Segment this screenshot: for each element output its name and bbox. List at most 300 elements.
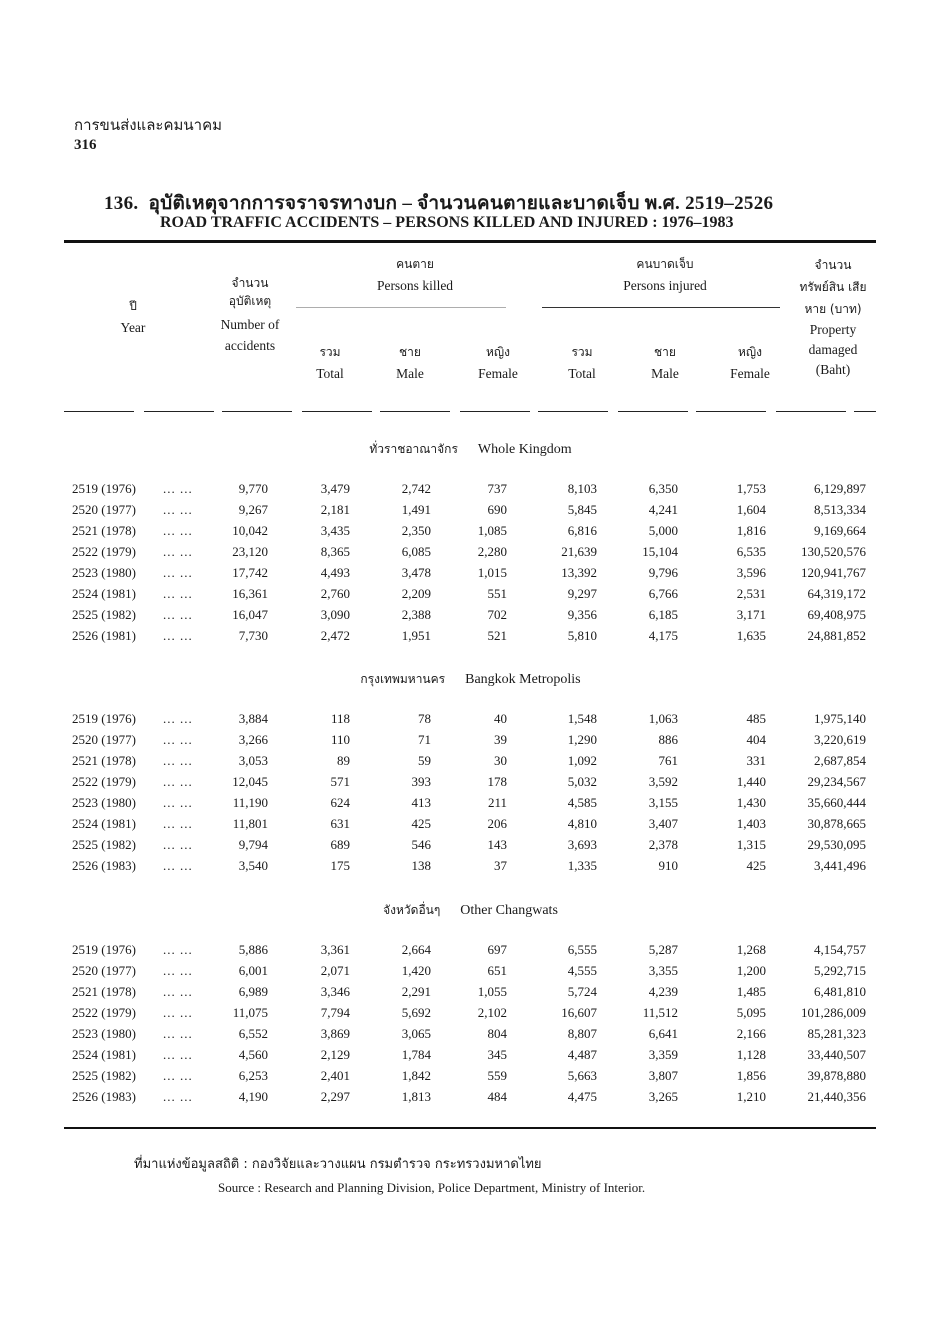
table-cell: 1,430 [736, 795, 766, 810]
table-row [0, 1005, 941, 1026]
section-title-thai: กรุงเทพมหานคร [360, 672, 446, 686]
table-cell: 3,171 [736, 607, 766, 622]
table-cell: 6,641 [648, 1026, 678, 1041]
table-cell: 1,491 [401, 502, 431, 517]
table-cell: 9,356 [567, 607, 597, 622]
table-cell: 8,807 [567, 1026, 597, 1041]
table-cell: 737 [487, 481, 507, 496]
table-cell: 413 [411, 795, 431, 810]
table-row [0, 816, 941, 837]
header-killed-female [463, 342, 533, 384]
table-cell: 6,129,897 [814, 481, 866, 496]
source-note-english: Source : Research and Planning Division, Police Department, Ministry of Interior. [218, 1180, 646, 1195]
table-cell: 571 [330, 774, 350, 789]
table-cell: 3,361 [320, 942, 350, 957]
table-cell: 30,878,665 [807, 816, 866, 831]
leader-dots: ... ... [163, 711, 193, 726]
leader-dots: ... ... [163, 984, 193, 999]
table-cell: 2,401 [320, 1068, 350, 1083]
running-head: การขนส่งและคมนาคม [74, 118, 222, 134]
table-cell: 4,239 [648, 984, 678, 999]
table-cell: 5,292,715 [814, 963, 866, 978]
section-title-whole-kingdom [0, 440, 941, 459]
table-cell: 1,015 [477, 565, 507, 580]
header-persons-killed [330, 254, 500, 296]
table-cell: 2,102 [477, 1005, 507, 1020]
table-cell: 29,234,567 [807, 774, 866, 789]
table-row [0, 732, 941, 753]
row-year: 2522 (1979) [72, 1005, 136, 1020]
row-year: 2524 (1981) [72, 1047, 136, 1062]
row-year: 2524 (1981) [72, 816, 136, 831]
table-cell: 484 [487, 1089, 507, 1104]
table-cell: 2,071 [320, 963, 350, 978]
table-cell: 4,585 [567, 795, 597, 810]
table-cell: 59 [418, 753, 431, 768]
header-property-english: Property damaged (Baht) [808, 322, 858, 377]
table-cell: 697 [487, 942, 507, 957]
table-cell: 2,760 [320, 586, 350, 601]
table-cell: 9,770 [238, 481, 268, 496]
page-number: 316 [74, 137, 97, 153]
table-cell: 85,281,323 [807, 1026, 866, 1041]
header-killed-male-english: Male [396, 366, 424, 381]
table-cell: 3,359 [648, 1047, 678, 1062]
table-cell: 2,664 [401, 942, 431, 957]
header-rule [64, 411, 876, 412]
table-cell: 15,104 [642, 544, 678, 559]
table-cell: 3,435 [320, 523, 350, 538]
killed-span-rule [296, 307, 506, 308]
table-cell: 521 [487, 628, 507, 643]
table-cell: 1,420 [401, 963, 431, 978]
header-killed-female-thai: หญิง [486, 345, 510, 359]
table-cell: 4,810 [567, 816, 597, 831]
table-cell: 651 [487, 963, 507, 978]
table-row [0, 607, 941, 628]
table-cell: 6,555 [567, 942, 597, 957]
table-cell: 13,392 [561, 565, 597, 580]
table-cell: 1,335 [567, 858, 597, 873]
header-persons-injured [580, 254, 750, 296]
section-title-english: Whole Kingdom [477, 442, 572, 457]
table-cell: 1,604 [736, 502, 766, 517]
table-cell: 10,042 [232, 523, 268, 538]
table-cell: 3,053 [238, 753, 268, 768]
table-row [0, 942, 941, 963]
table-cell: 910 [658, 858, 678, 873]
table-cell: 4,154,757 [814, 942, 866, 957]
header-injured-male-thai: ชาย [654, 345, 676, 359]
table-cell: 3,884 [238, 711, 268, 726]
header-injured-male [635, 342, 695, 384]
table-cell: 23,120 [232, 544, 268, 559]
table-cell: 331 [746, 753, 766, 768]
table-cell: 2,181 [320, 502, 350, 517]
leader-dots: ... ... [163, 963, 193, 978]
table-cell: 5,663 [567, 1068, 597, 1083]
table-cell: 9,297 [567, 586, 597, 601]
table-cell: 3,155 [648, 795, 678, 810]
row-year: 2525 (1982) [72, 1068, 136, 1083]
table-cell: 2,472 [320, 628, 350, 643]
table-cell: 3,407 [648, 816, 678, 831]
table-cell: 1,816 [736, 523, 766, 538]
row-year: 2526 (1983) [72, 858, 136, 873]
leader-dots: ... ... [163, 1089, 193, 1104]
row-year: 2524 (1981) [72, 586, 136, 601]
row-year: 2520 (1977) [72, 963, 136, 978]
table-cell: 5,287 [648, 942, 678, 957]
row-year: 2522 (1979) [72, 544, 136, 559]
row-year: 2521 (1978) [72, 523, 136, 538]
header-killed-total [300, 342, 360, 384]
header-injured-female-english: Female [730, 366, 770, 381]
table-cell: 1,548 [567, 711, 597, 726]
table-row [0, 523, 941, 544]
table-cell: 35,660,444 [807, 795, 866, 810]
table-cell: 4,555 [567, 963, 597, 978]
table-cell: 1,403 [736, 816, 766, 831]
table-cell: 3,540 [238, 858, 268, 873]
leader-dots: ... ... [163, 586, 193, 601]
table-cell: 21,440,356 [807, 1089, 866, 1104]
header-injured-thai: คนบาดเจ็บ [636, 257, 694, 271]
header-injured-english: Persons injured [623, 278, 707, 293]
leader-dots: ... ... [163, 837, 193, 852]
table-cell: 138 [411, 858, 431, 873]
header-injured-female [715, 342, 785, 384]
header-killed-female-english: Female [478, 366, 518, 381]
header-year [108, 296, 158, 338]
table-cell: 3,693 [567, 837, 597, 852]
table-cell: 690 [487, 502, 507, 517]
header-accidents [205, 274, 295, 356]
table-cell: 3,266 [238, 732, 268, 747]
table-cell: 206 [487, 816, 507, 831]
table-cell: 64,319,172 [807, 586, 866, 601]
table-cell: 3,355 [648, 963, 678, 978]
table-cell: 2,129 [320, 1047, 350, 1062]
table-cell: 393 [411, 774, 431, 789]
table-row [0, 774, 941, 795]
bottom-rule [64, 1127, 876, 1129]
table-row [0, 1026, 941, 1047]
header-killed-male-thai: ชาย [399, 345, 421, 359]
injured-span-rule [542, 307, 780, 308]
leader-dots: ... ... [163, 1068, 193, 1083]
table-cell: 4,175 [648, 628, 678, 643]
table-cell: 4,487 [567, 1047, 597, 1062]
table-row [0, 963, 941, 984]
top-rule [64, 240, 876, 243]
table-cell: 2,378 [648, 837, 678, 852]
table-cell: 4,190 [238, 1089, 268, 1104]
table-cell: 1,210 [736, 1089, 766, 1104]
table-cell: 4,475 [567, 1089, 597, 1104]
table-cell: 7,730 [238, 628, 268, 643]
table-row [0, 502, 941, 523]
table-cell: 11,075 [232, 1005, 268, 1020]
header-killed-thai: คนตาย [396, 257, 434, 271]
table-title-english: ROAD TRAFFIC ACCIDENTS – PERSONS KILLED AND INJURED : 1976–1983 [160, 214, 734, 231]
table-cell: 2,291 [401, 984, 431, 999]
row-year: 2520 (1977) [72, 732, 136, 747]
table-cell: 16,607 [561, 1005, 597, 1020]
row-year: 2520 (1977) [72, 502, 136, 517]
table-cell: 6,552 [238, 1026, 268, 1041]
row-year: 2519 (1976) [72, 711, 136, 726]
table-cell: 89 [337, 753, 350, 768]
header-killed-male [380, 342, 440, 384]
table-cell: 11,512 [642, 1005, 678, 1020]
header-injured-female-thai: หญิง [738, 345, 762, 359]
table-cell: 1,085 [477, 523, 507, 538]
table-number: 136. [104, 193, 139, 214]
table-cell: 9,169,664 [814, 523, 866, 538]
table-row [0, 753, 941, 774]
table-cell: 40 [494, 711, 507, 726]
table-cell: 11,190 [232, 795, 268, 810]
table-row [0, 544, 941, 565]
table-cell: 546 [411, 837, 431, 852]
leader-dots: ... ... [163, 732, 193, 747]
header-injured-male-english: Male [651, 366, 679, 381]
header-killed-english: Persons killed [376, 278, 454, 293]
leader-dots: ... ... [163, 753, 193, 768]
table-cell: 2,742 [401, 481, 431, 496]
leader-dots: ... ... [163, 607, 193, 622]
table-cell: 1,315 [736, 837, 766, 852]
table-cell: 69,408,975 [807, 607, 866, 622]
header-year-thai: ปี [129, 299, 137, 313]
table-cell: 175 [330, 858, 350, 873]
table-cell: 21,639 [561, 544, 597, 559]
row-year: 2526 (1981) [72, 628, 136, 643]
table-cell: 1,635 [736, 628, 766, 643]
section-title-english: Other Changwats [460, 903, 558, 918]
table-cell: 33,440,507 [807, 1047, 866, 1062]
table-cell: 4,241 [648, 502, 678, 517]
table-cell: 5,886 [238, 942, 268, 957]
table-cell: 3,807 [648, 1068, 678, 1083]
table-cell: 9,794 [238, 837, 268, 852]
table-cell: 1,055 [477, 984, 507, 999]
table-row [0, 858, 941, 879]
leader-dots: ... ... [163, 502, 193, 517]
table-cell: 1,440 [736, 774, 766, 789]
header-killed-total-english: Total [316, 366, 344, 381]
row-year: 2525 (1982) [72, 837, 136, 852]
leader-dots: ... ... [163, 1026, 193, 1041]
source-note-thai: ที่มาแห่งข้อมูลสถิติ : กองวิจัยและวางแผน กรมตำรวจ กระทรวงมหาดไทย [134, 1157, 542, 1172]
table-cell: 5,000 [648, 523, 678, 538]
leader-dots: ... ... [163, 1047, 193, 1062]
header-year-english: Year [120, 320, 146, 335]
row-year: 2526 (1983) [72, 1089, 136, 1104]
table-row [0, 628, 941, 649]
row-year: 2519 (1976) [72, 942, 136, 957]
table-cell: 2,209 [401, 586, 431, 601]
table-cell: 118 [330, 711, 350, 726]
table-cell: 12,045 [232, 774, 268, 789]
table-cell: 425 [411, 816, 431, 831]
header-killed-total-thai: รวม [319, 345, 341, 359]
table-row [0, 586, 941, 607]
row-year: 2523 (1980) [72, 565, 136, 580]
table-cell: 3,346 [320, 984, 350, 999]
row-year: 2525 (1982) [72, 607, 136, 622]
table-cell: 6,481,810 [814, 984, 866, 999]
table-cell: 5,810 [567, 628, 597, 643]
table-cell: 2,166 [736, 1026, 766, 1041]
leader-dots: ... ... [163, 565, 193, 580]
header-injured-total-english: Total [568, 366, 596, 381]
table-cell: 5,724 [567, 984, 597, 999]
row-year: 2523 (1980) [72, 1026, 136, 1041]
section-title-bangkok [0, 670, 941, 689]
section-title-thai: ทั่วราชอาณาจักร [369, 442, 458, 456]
header-injured-total [552, 342, 612, 384]
leader-dots: ... ... [163, 942, 193, 957]
table-cell: 2,297 [320, 1089, 350, 1104]
table-cell: 39,878,880 [807, 1068, 866, 1083]
table-cell: 3,592 [648, 774, 678, 789]
table-cell: 559 [487, 1068, 507, 1083]
table-cell: 71 [418, 732, 431, 747]
leader-dots: ... ... [163, 858, 193, 873]
table-cell: 11,801 [232, 816, 268, 831]
header-property-thai: จำนวน ทรัพย์สิน เสียหาย (บาท) [799, 258, 867, 316]
header-accidents-thai: จำนวน อุบัติเหตุ [228, 276, 272, 308]
table-cell: 1,784 [401, 1047, 431, 1062]
leader-dots: ... ... [163, 774, 193, 789]
table-cell: 8,365 [320, 544, 350, 559]
table-cell: 689 [330, 837, 350, 852]
table-cell: 3,090 [320, 607, 350, 622]
table-cell: 16,361 [232, 586, 268, 601]
section-title-other-changwats [0, 901, 941, 920]
table-cell: 1,951 [401, 628, 431, 643]
table-cell: 6,535 [736, 544, 766, 559]
table-cell: 1,856 [736, 1068, 766, 1083]
table-cell: 9,267 [238, 502, 268, 517]
table-cell: 120,941,767 [801, 565, 866, 580]
table-cell: 485 [746, 711, 766, 726]
table-cell: 4,493 [320, 565, 350, 580]
row-year: 2523 (1980) [72, 795, 136, 810]
table-cell: 624 [330, 795, 350, 810]
leader-dots: ... ... [163, 544, 193, 559]
section-title-thai: จังหวัดอื่นๆ [383, 903, 441, 917]
table-cell: 8,103 [567, 481, 597, 496]
row-year: 2521 (1978) [72, 984, 136, 999]
table-cell: 30 [494, 753, 507, 768]
table-cell: 6,816 [567, 523, 597, 538]
table-cell: 702 [487, 607, 507, 622]
table-cell: 3,441,496 [814, 858, 866, 873]
table-cell: 4,560 [238, 1047, 268, 1062]
table-cell: 17,742 [232, 565, 268, 580]
header-property-damaged [796, 254, 870, 380]
table-cell: 5,095 [736, 1005, 766, 1020]
table-cell: 3,265 [648, 1089, 678, 1104]
table-cell: 1,128 [736, 1047, 766, 1062]
table-cell: 211 [487, 795, 507, 810]
table-cell: 1,975,140 [814, 711, 866, 726]
table-cell: 8,513,334 [814, 502, 866, 517]
table-title-thai-text: อุบัติเหตุจากการจราจรทางบก – จำนวนคนตายและบาดเจ็บ พ.ศ. 2519–2526 [148, 193, 774, 214]
table-cell: 631 [330, 816, 350, 831]
table-cell: 3,220,619 [814, 732, 866, 747]
table-cell: 78 [418, 711, 431, 726]
table-cell: 3,596 [736, 565, 766, 580]
table-cell: 1,063 [648, 711, 678, 726]
table-cell: 1,813 [401, 1089, 431, 1104]
table-cell: 2,687,854 [814, 753, 866, 768]
leader-dots: ... ... [163, 1005, 193, 1020]
table-cell: 1,092 [567, 753, 597, 768]
table-cell: 178 [487, 774, 507, 789]
leader-dots: ... ... [163, 795, 193, 810]
table-cell: 5,692 [401, 1005, 431, 1020]
table-row [0, 837, 941, 858]
table-cell: 6,001 [238, 963, 268, 978]
table-cell: 886 [658, 732, 678, 747]
table-cell: 761 [658, 753, 678, 768]
table-cell: 16,047 [232, 607, 268, 622]
table-cell: 130,520,576 [801, 544, 866, 559]
table-cell: 24,881,852 [807, 628, 866, 643]
table-cell: 5,845 [567, 502, 597, 517]
table-cell: 1,485 [736, 984, 766, 999]
table-row [0, 481, 941, 502]
row-year: 2522 (1979) [72, 774, 136, 789]
row-year: 2521 (1978) [72, 753, 136, 768]
table-cell: 345 [487, 1047, 507, 1062]
table-row [0, 1047, 941, 1068]
table-cell: 6,350 [648, 481, 678, 496]
header-accidents-english: Number of accidents [220, 317, 280, 353]
table-cell: 1,268 [736, 942, 766, 957]
table-row [0, 711, 941, 732]
table-cell: 404 [746, 732, 766, 747]
table-cell: 6,085 [401, 544, 431, 559]
table-cell: 37 [494, 858, 507, 873]
table-cell: 7,794 [320, 1005, 350, 1020]
leader-dots: ... ... [163, 628, 193, 643]
table-cell: 3,065 [401, 1026, 431, 1041]
table-cell: 3,869 [320, 1026, 350, 1041]
leader-dots: ... ... [163, 481, 193, 496]
table-cell: 1,200 [736, 963, 766, 978]
table-row [0, 565, 941, 586]
table-cell: 6,989 [238, 984, 268, 999]
table-cell: 2,280 [477, 544, 507, 559]
table-row [0, 795, 941, 816]
leader-dots: ... ... [163, 523, 193, 538]
table-cell: 1,753 [736, 481, 766, 496]
table-cell: 6,185 [648, 607, 678, 622]
table-cell: 6,766 [648, 586, 678, 601]
table-cell: 2,388 [401, 607, 431, 622]
table-cell: 6,253 [238, 1068, 268, 1083]
table-cell: 39 [494, 732, 507, 747]
table-cell: 3,478 [401, 565, 431, 580]
table-cell: 804 [487, 1026, 507, 1041]
leader-dots: ... ... [163, 816, 193, 831]
table-cell: 143 [487, 837, 507, 852]
